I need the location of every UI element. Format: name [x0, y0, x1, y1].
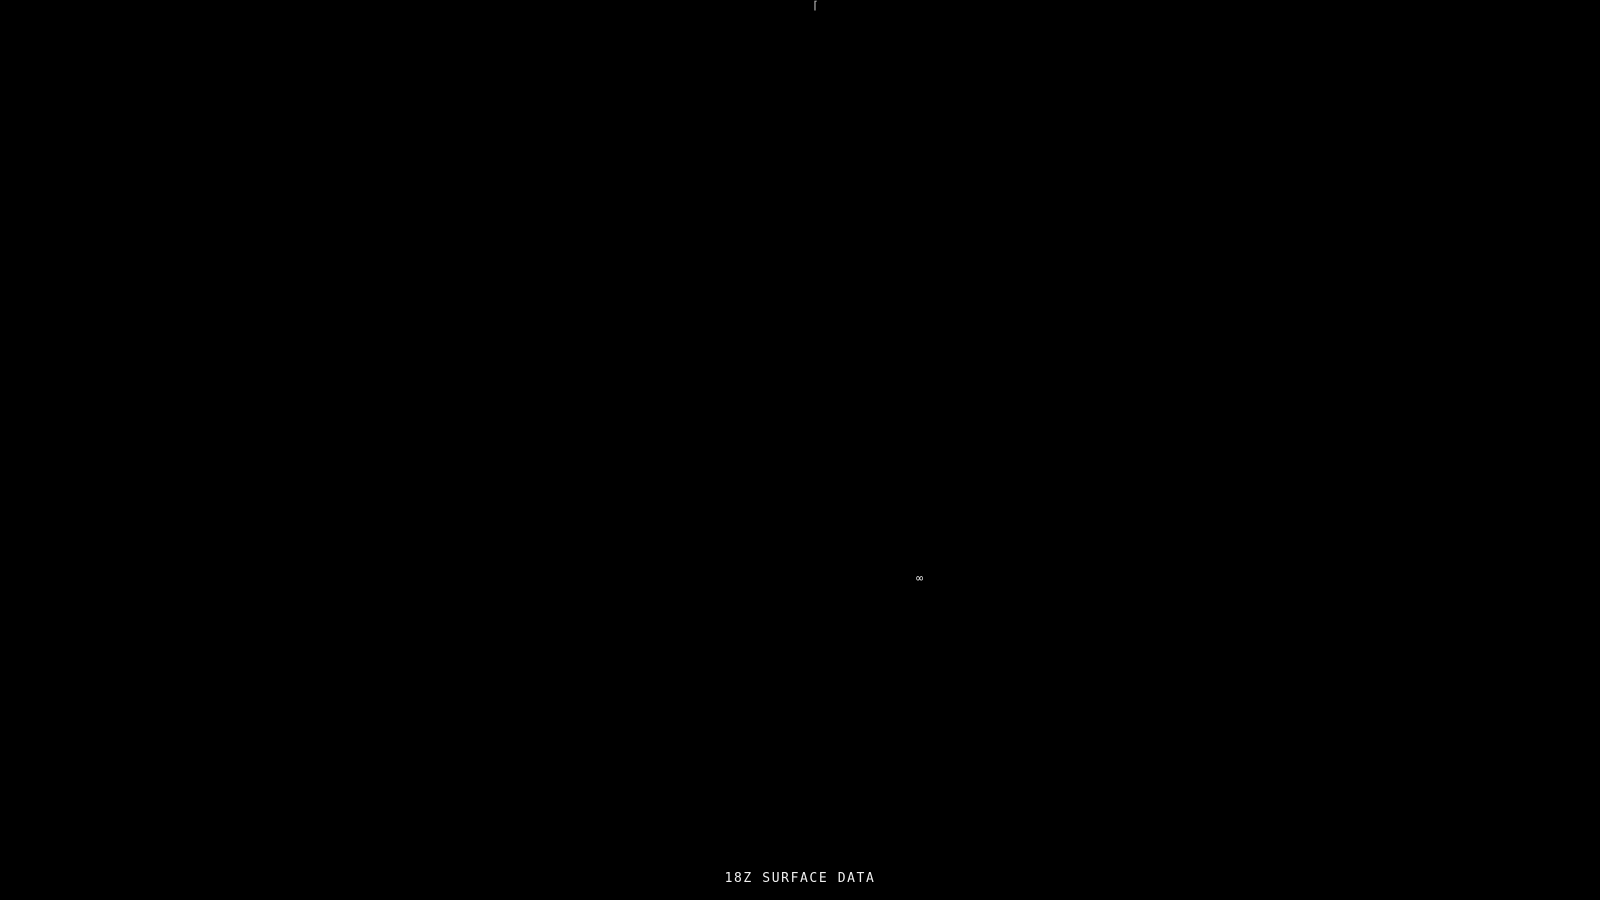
data-caption-label: 18Z SURFACE DATA	[724, 871, 876, 886]
infinity-mark-icon: ∞	[916, 571, 924, 585]
top-corner-mark-icon: ⌈	[812, 0, 819, 12]
